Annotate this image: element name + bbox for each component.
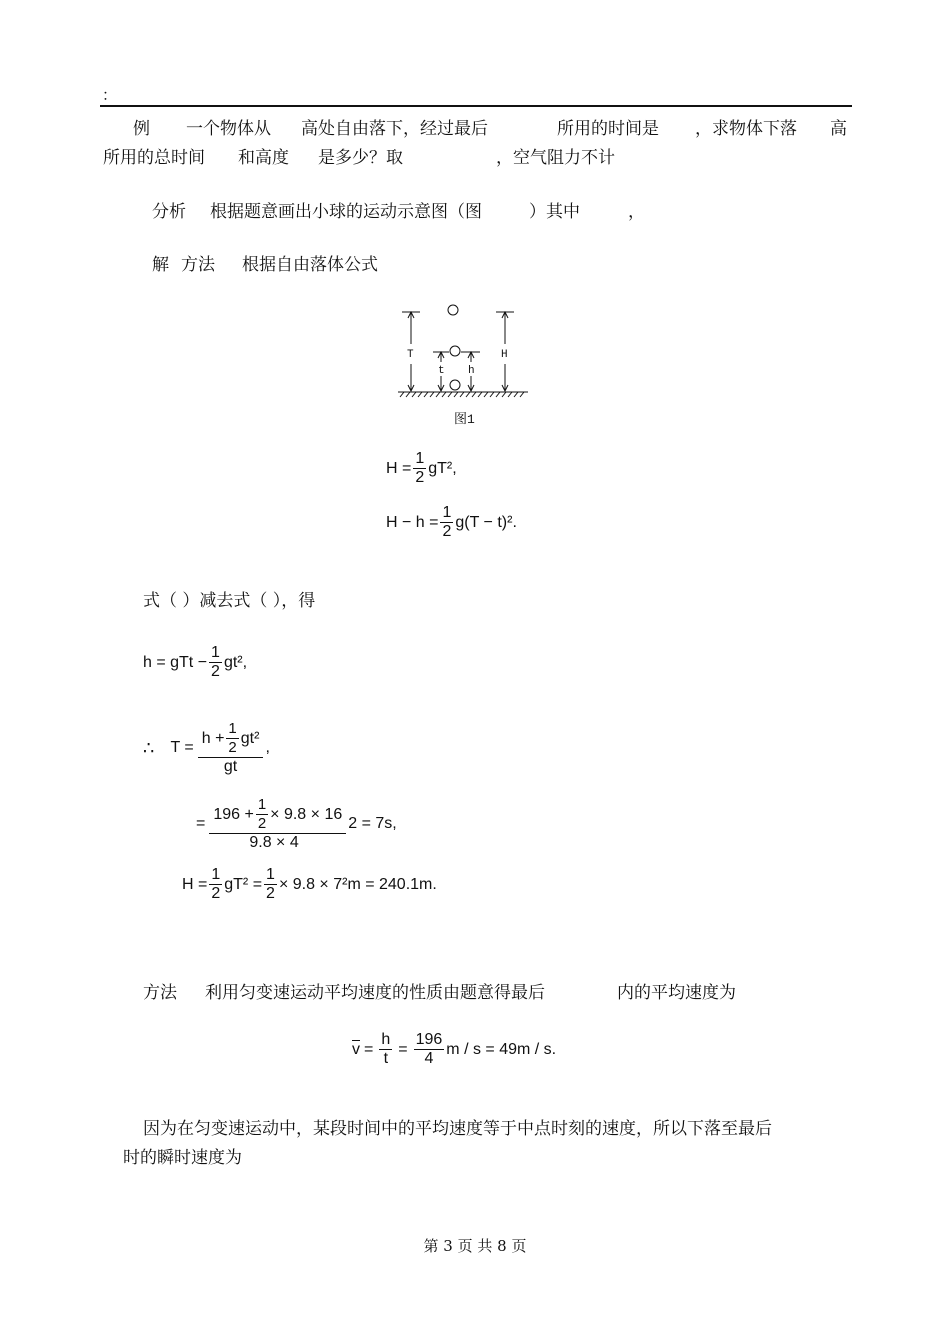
- method2-seg: 内的平均速度为: [617, 983, 736, 1003]
- eq-text: h = gTt −: [143, 653, 208, 671]
- fraction: $\frac{h}{t}$: [381, 1031, 391, 1067]
- therefore-symbol: ∴: [143, 737, 155, 758]
- subtract-line: 式（ ）减去式（ ），得: [143, 591, 316, 611]
- eq-text: H =: [386, 459, 412, 477]
- ball-bottom: [450, 380, 460, 390]
- eq-text: gT² =: [224, 875, 263, 893]
- eq-text: H =: [182, 875, 208, 893]
- example-seg: 高处自由落下，经过最后: [301, 119, 488, 139]
- example-seg: 所用的总时间: [103, 148, 205, 168]
- eq-text: =: [196, 815, 206, 832]
- velocity-equation: $\overline{v}$ = $\frac{h}{t}$ = $\frac{196}{4}$ m / s = 49m / s.: [352, 1031, 557, 1067]
- analysis-seg: 分析: [152, 202, 186, 222]
- closing-line-2: 时的瞬时速度为: [123, 1148, 242, 1168]
- fraction: $\frac{1}{2}$: [415, 450, 425, 486]
- equation-2: [386, 504, 517, 541]
- closing-line-1: 因为在匀变速运动中，某段时间中的平均速度等于中点时刻的速度，所以下落至最后: [143, 1119, 772, 1139]
- eq-text: 2 = 7s,: [348, 815, 397, 832]
- big-fraction: 196 + $\frac{1}{2}$ × 9.8 × 16 9.8 × 4: [209, 796, 346, 852]
- analysis-line: [0, 201, 950, 223]
- label-t: t: [438, 365, 445, 377]
- method2-seg: 利用匀变速运动平均速度的性质由题意得最后: [205, 983, 545, 1003]
- example-seg: 一个物体从: [186, 119, 271, 139]
- method2-line: [0, 982, 950, 1004]
- page-footer: 第 3 页 共 8 页: [423, 1237, 527, 1255]
- method1-line: [0, 254, 950, 276]
- analysis-seg: ）其中: [529, 202, 580, 222]
- method1-seg: 根据自由落体公式: [242, 255, 378, 275]
- header-mark: ：: [102, 86, 118, 104]
- label-T: T: [407, 349, 414, 361]
- ball-top: [448, 305, 458, 315]
- example-seg: 例: [133, 119, 150, 139]
- equation-1: [386, 450, 457, 487]
- equation-3: [143, 644, 247, 681]
- label-h: h: [468, 365, 475, 377]
- eq-text: H − h =: [386, 513, 439, 531]
- label-H: H: [501, 349, 508, 361]
- fraction: $\frac{1}{2}$: [211, 866, 221, 902]
- analysis-seg: 根据题意画出小球的运动示意图（图: [210, 202, 482, 222]
- example-line-1: [0, 118, 950, 140]
- figure-caption: 图1: [454, 412, 475, 427]
- eq-text: ,: [265, 739, 270, 756]
- analysis-seg: ，: [628, 202, 645, 222]
- equation-6: [182, 866, 437, 903]
- example-seg: 所用的时间是: [557, 119, 659, 139]
- equation-4: [143, 720, 270, 776]
- eq-text: gT²,: [428, 459, 457, 477]
- example-seg: ，空气阻力不计: [496, 148, 615, 168]
- fraction: $\frac{1}{2}$: [266, 866, 275, 902]
- method2-seg: 方法: [143, 983, 177, 1003]
- v-bar: $\overline{v}$: [352, 1040, 360, 1058]
- fraction: $\frac{196}{4}$: [415, 1031, 443, 1067]
- eq-text: g(T − t)².: [455, 513, 517, 531]
- ball-middle: [450, 346, 460, 356]
- eq-text: m / s = 49m / s.: [446, 1040, 557, 1058]
- example-line-2: [0, 147, 950, 169]
- method1-seg: 方法: [181, 255, 215, 275]
- eq-text: T =: [170, 739, 194, 756]
- free-fall-diagram: [396, 298, 536, 433]
- fraction: $\frac{1}{2}$: [211, 644, 220, 680]
- header-rule: [100, 105, 852, 107]
- example-seg: 是多少？取: [318, 148, 403, 168]
- example-seg: ，求物体下落: [695, 119, 797, 139]
- eq-text: × 9.8 × 7²m = 240.1m.: [278, 875, 437, 893]
- equation-5: [196, 796, 397, 852]
- example-seg: 和高度: [238, 148, 289, 168]
- example-seg: 高: [830, 119, 847, 139]
- big-fraction: h + $\frac{1}{2}$ gt² gt: [198, 720, 264, 776]
- fraction: $\frac{1}{2}$: [442, 504, 452, 540]
- method1-seg: 解: [152, 255, 169, 275]
- eq-text: gt²,: [223, 653, 248, 671]
